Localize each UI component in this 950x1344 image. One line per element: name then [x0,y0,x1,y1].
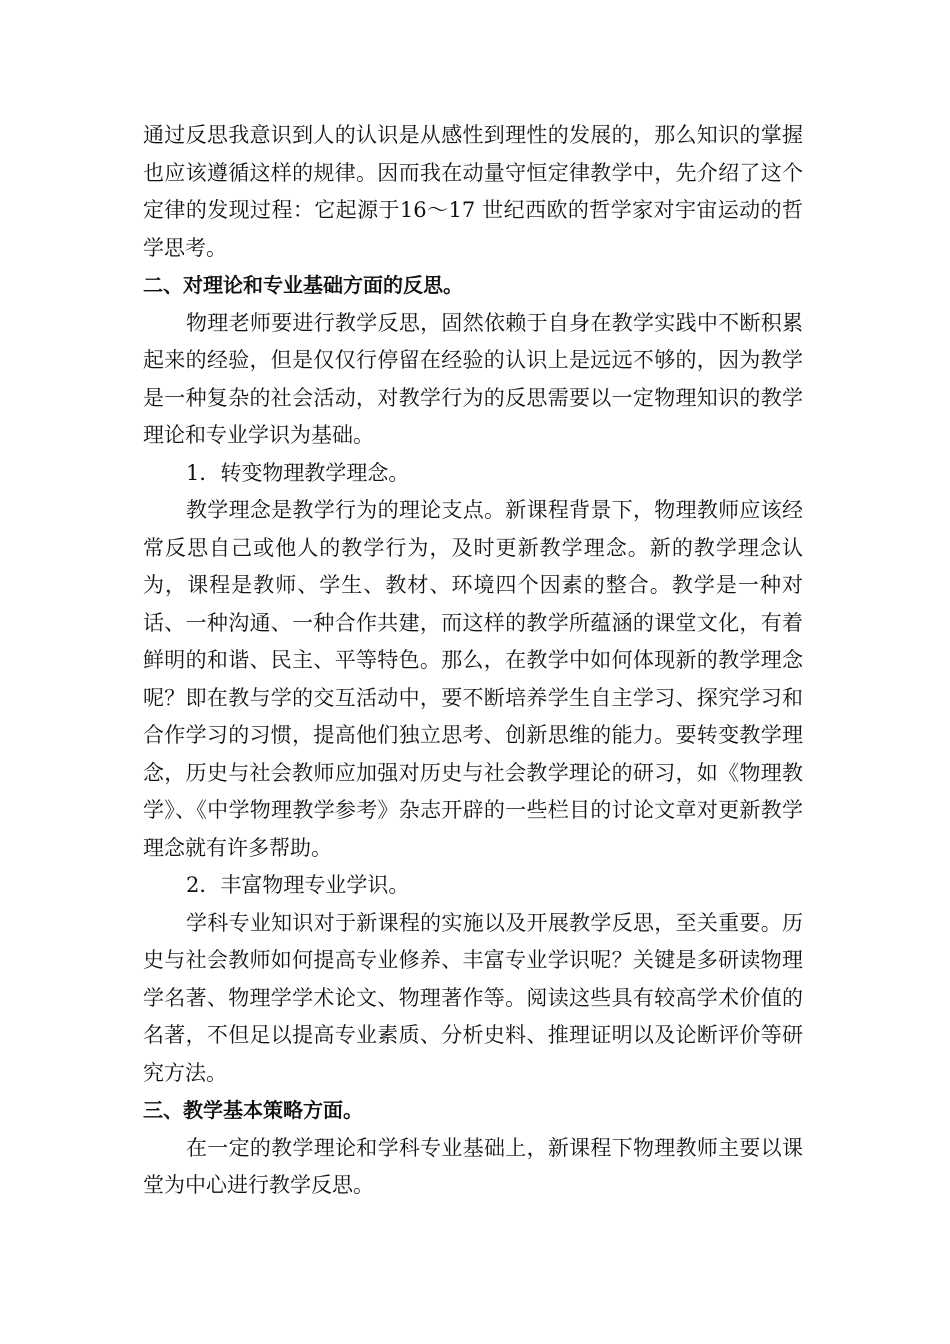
document-body [143,117,803,1205]
body-paragraph: 教学理念是教学行为的理论支点。新课程背景下，物理教师应该经常反思自己或他人的教学行为，及时更新教学理念。新的教学理念认为，课程是教师、学生、教材、环境四个因素的整合。教学是一种对话、一种沟通、一种合作共建，而这样的教学所蕴涵的课堂文化，有着鲜明的和谐、民主、平等特色。那么，在教学中如何体现新的教学理念呢？即在教与学的交互活动中，要不断培养学生自主学习、探究学习和合作学习的习惯，提高他们独立思考、创新思维的能力。要转变教学理念，历史与社会教师应加强对历史与社会教学理论的研习，如《物理教学》、《中学物理教学参考》杂志开辟的一些栏目的讨论文章对更新教学理念就有许多帮助。 [143,498,803,860]
body-paragraph: 物理老师要进行教学反思，固然依赖于自身在教学实践中不断积累起来的经验，但是仅仅行停留在经验的认识上是远远不够的，因为教学是一种复杂的社会活动，对教学行为的反思需要以一定物理知识的教学理论和专业学识为基础。 [143,310,803,447]
section-heading-2: 二、对理论和专业基础方面的反思。 [143,273,463,297]
subsection-heading-1: 1．转变物理教学理念。 [186,460,410,485]
section-heading-3: 三、教学基本策略方面。 [143,1098,363,1122]
subsection-heading-2: 2．丰富物理专业学识。 [186,873,410,897]
body-paragraph: 学科专业知识对于新课程的实施以及开展教学反思，至关重要。历史与社会教师如何提高专业修养、丰富专业学识呢？关键是多研读物理学名著、物理学学术论文、物理著作等。阅读这些具有较高学术价值的名著，不但足以提高专业素质、分析史料、推理证明以及论断评价等研究方法。 [143,910,803,1085]
body-paragraph: 在一定的教学理论和学科专业基础上，新课程下物理教师主要以课堂为中心进行教学反思。 [143,1135,803,1197]
body-paragraph-continued: 通过反思我意识到人的认识是从感性到理性的发展的，那么知识的掌握也应该遵循这样的规律。因而我在动量守恒定律教学中，先介绍了这个定律的发现过程：它起源于16～17 世纪西欧的哲学家对宇宙运动的哲学思考。 [143,123,803,260]
